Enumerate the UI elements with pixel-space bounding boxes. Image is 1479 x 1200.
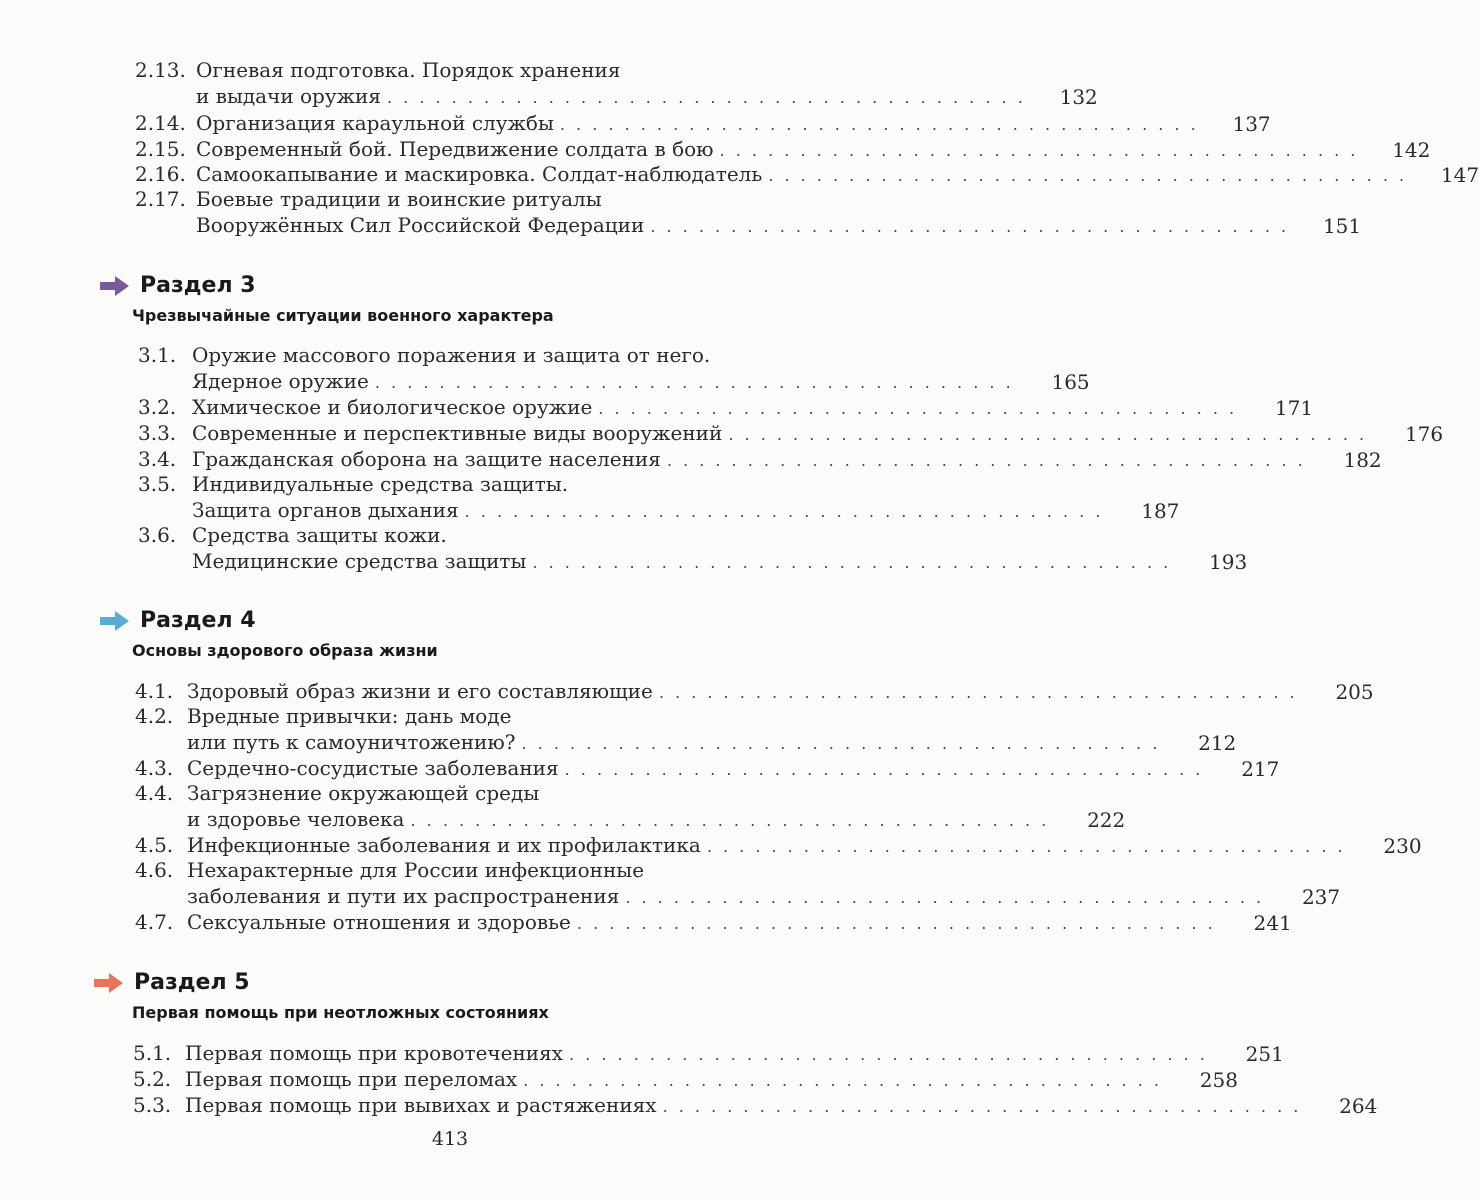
entry-title-line: заболевания и пути их распространения	[187, 883, 620, 908]
entry-page: 237	[1301, 884, 1341, 909]
toc-entry-3-3	[138, 421, 1444, 448]
entry-number: 3.2.	[138, 395, 177, 419]
entry-page: 182	[1343, 448, 1382, 472]
entry-page: 132	[1059, 84, 1098, 109]
entry-page: 171	[1274, 396, 1314, 420]
leader-dots: . . . . . . . . . . . . . . . . . . . . . . . . . . . . . . . . . . . . . . . .	[374, 372, 1014, 392]
toc-entry-3-6	[138, 523, 1248, 575]
section-subtitle: Основы здорового образа жизни	[132, 641, 438, 660]
page-number: 413	[431, 1128, 469, 1150]
entry-title-line: Медицинские средства защиты	[192, 548, 527, 573]
toc-entry-2-14	[135, 111, 1271, 138]
entry-number: 5.3.	[133, 1093, 172, 1117]
entry-title-line: Вооружённых Сил Российской Федерации	[196, 212, 645, 237]
entry-number: 3.3.	[138, 421, 177, 445]
leader-dots: . . . . . . . . . . . . . . . . . . . . . . . . . . . . . . . . . . . . . . . .	[576, 914, 1216, 933]
entry-title-line: Защита органов дыхания	[192, 497, 459, 522]
entry-title-line: и выдачи оружия	[196, 83, 381, 108]
entry-title-line: Первая помощь при вывихах и растяжениях	[185, 1093, 657, 1117]
leader-dots: . . . . . . . . . . . . . . . . . . . . . . . . . . . . . . . . . . . . . . . .	[658, 683, 1298, 702]
entry-title-line: Огневая подготовка. Порядок хранения	[196, 58, 621, 82]
toc-entry-3-5	[138, 472, 1180, 524]
toc-entry-4-4	[135, 781, 1126, 833]
leader-dots: . . . . . . . . . . . . . . . . . . . . . . . . . . . . . . . . . . . . . . . .	[706, 837, 1346, 856]
entry-page: 137	[1232, 112, 1271, 136]
entry-number: 4.7.	[135, 910, 174, 934]
entry-page: 193	[1209, 549, 1248, 574]
entry-number: 4.2.	[135, 704, 174, 728]
toc-entry-4-1	[135, 679, 1374, 706]
entry-title-line: Вредные привычки: дань моде	[187, 704, 512, 728]
leader-dots: . . . . . . . . . . . . . . . . . . . . . . . . . . . . . . . . . . . . . . . .	[559, 115, 1199, 134]
entry-title-line: Первая помощь при кровотечениях	[185, 1041, 564, 1065]
entry-title-line: Сердечно-сосудистые заболевания	[187, 756, 559, 780]
section-title: Раздел 3	[140, 273, 256, 298]
entry-page: 205	[1335, 680, 1374, 704]
entry-number: 4.6.	[135, 858, 174, 882]
entry-title-line: Боевые традиции и воинские ритуалы	[196, 187, 602, 211]
leader-dots: . . . . . . . . . . . . . . . . . . . . . . . . . . . . . . . . . . . . . . . .	[386, 87, 1026, 107]
entry-page: 212	[1198, 730, 1237, 755]
leader-dots: . . . . . . . . . . . . . . . . . . . . . . . . . . . . . . . . . . . . . . . .	[768, 166, 1408, 185]
leader-dots: . . . . . . . . . . . . . . . . . . . . . . . . . . . . . . . . . . . . . . . .	[666, 451, 1306, 470]
entry-title-line: Современные и перспективные виды вооружений	[192, 421, 723, 445]
entry-number: 3.4.	[138, 447, 177, 471]
toc-entry-5-1	[133, 1041, 1284, 1068]
entry-page: 217	[1241, 757, 1280, 781]
entry-title-line: Организация караульной службы	[196, 111, 554, 135]
leader-dots: . . . . . . . . . . . . . . . . . . . . . . . . . . . . . . . . . . . . . . . .	[521, 733, 1161, 753]
entry-page: 147	[1440, 163, 1479, 187]
leader-dots: . . . . . . . . . . . . . . . . . . . . . . . . . . . . . . . . . . . . . . . .	[410, 810, 1050, 830]
entry-title-line: Самоокапывание и маскировка. Солдат-наблюдатель	[196, 162, 763, 186]
entry-title-line: Загрязнение окружающей среды	[187, 781, 540, 805]
toc-entry-5-2	[133, 1067, 1238, 1094]
toc-entry-2-13	[135, 58, 1098, 110]
entry-number: 4.1.	[135, 679, 174, 703]
entry-page: 142	[1392, 138, 1431, 162]
entry-page: 176	[1404, 422, 1444, 446]
entry-title-line: Здоровый образ жизни и его составляющие	[187, 679, 653, 703]
entry-page: 151	[1322, 213, 1362, 238]
section-header-4	[100, 608, 438, 660]
section-header-5	[94, 970, 549, 1022]
toc-entry-4-2	[135, 704, 1237, 756]
toc-entry-4-3	[135, 756, 1280, 783]
entry-title-line: Современный бой. Передвижение солдата в бою	[196, 137, 714, 161]
entry-number: 2.17.	[135, 187, 186, 211]
entry-page: 165	[1051, 369, 1090, 394]
entry-number: 5.1.	[133, 1041, 172, 1065]
toc-entry-3-4	[138, 447, 1382, 474]
leader-dots: . . . . . . . . . . . . . . . . . . . . . . . . . . . . . . . . . . . . . . . .	[719, 141, 1359, 160]
entry-number: 2.15.	[135, 137, 186, 161]
leader-dots: . . . . . . . . . . . . . . . . . . . . . . . . . . . . . . . . . . . . . . . .	[532, 552, 1172, 572]
arrow-icon	[100, 610, 130, 632]
toc-entry-5-3	[133, 1093, 1378, 1120]
entry-title-line: Химическое и биологическое оружие	[192, 395, 593, 419]
entry-page: 187	[1141, 498, 1180, 523]
entry-page: 222	[1087, 807, 1126, 832]
entry-title-line: Средства защиты кожи.	[192, 523, 447, 547]
entry-number: 3.1.	[138, 343, 177, 367]
toc-entry-3-2	[138, 395, 1314, 422]
entry-page: 241	[1253, 911, 1292, 935]
entry-title-line: Оружие массового поражения и защита от него.	[192, 343, 711, 367]
section-title: Раздел 5	[134, 970, 250, 995]
entry-title-line: или путь к самоуничтожению?	[187, 729, 516, 754]
entry-title-line: Нехарактерные для России инфекционные	[187, 858, 645, 882]
toc-entry-4-5	[135, 833, 1422, 860]
entry-page: 264	[1339, 1094, 1378, 1118]
arrow-icon	[100, 275, 130, 297]
toc-entry-2-16	[135, 162, 1479, 189]
entry-number: 5.2.	[133, 1067, 172, 1091]
entry-number: 2.13.	[135, 58, 186, 82]
toc-entry-4-6	[135, 858, 1341, 910]
entry-page: 230	[1383, 834, 1422, 858]
toc-entry-4-7	[135, 910, 1292, 937]
toc-entry-3-1	[138, 343, 1090, 395]
entry-number: 3.5.	[138, 472, 177, 496]
entry-title-line: Гражданская оборона на защите населения	[192, 447, 661, 471]
leader-dots: . . . . . . . . . . . . . . . . . . . . . . . . . . . . . . . . . . . . . . . .	[523, 1071, 1162, 1090]
entry-number: 4.5.	[135, 833, 174, 857]
entry-number: 3.6.	[138, 523, 177, 547]
entry-page: 251	[1245, 1042, 1284, 1066]
leader-dots: . . . . . . . . . . . . . . . . . . . . . . . . . . . . . . . . . . . . . . . .	[625, 887, 1265, 907]
leader-dots: . . . . . . . . . . . . . . . . . . . . . . . . . . . . . . . . . . . . . . . .	[662, 1097, 1302, 1116]
toc-entry-2-15	[135, 137, 1431, 164]
leader-dots: . . . . . . . . . . . . . . . . . . . . . . . . . . . . . . . . . . . . . . . .	[569, 1045, 1208, 1064]
leader-dots: . . . . . . . . . . . . . . . . . . . . . . . . . . . . . . . . . . . . . . . .	[564, 760, 1204, 779]
section-title: Раздел 4	[140, 608, 256, 633]
entry-title-line: Инфекционные заболевания и их профилактика	[187, 833, 701, 857]
entry-title-line: Ядерное оружие	[192, 368, 369, 393]
entry-title-line: Индивидуальные средства защиты.	[192, 472, 569, 496]
section-subtitle: Чрезвычайные ситуации военного характера	[132, 306, 554, 325]
section-header-3	[100, 273, 554, 325]
section-subtitle: Первая помощь при неотложных состояниях	[132, 1003, 549, 1022]
toc-entry-2-17	[135, 187, 1362, 239]
leader-dots: . . . . . . . . . . . . . . . . . . . . . . . . . . . . . . . . . . . . . . . .	[598, 399, 1238, 418]
leader-dots: . . . . . . . . . . . . . . . . . . . . . . . . . . . . . . . . . . . . . . . .	[728, 425, 1368, 444]
leader-dots: . . . . . . . . . . . . . . . . . . . . . . . . . . . . . . . . . . . . . . . .	[464, 501, 1104, 521]
arrow-icon	[94, 972, 124, 994]
entry-title-line: Сексуальные отношения и здоровье	[187, 910, 571, 934]
entry-number: 2.16.	[135, 162, 186, 186]
entry-title-line: Первая помощь при переломах	[185, 1067, 518, 1091]
entry-number: 4.3.	[135, 756, 174, 780]
entry-number: 2.14.	[135, 111, 186, 135]
entry-title-line: и здоровье человека	[187, 806, 405, 831]
entry-page: 258	[1199, 1068, 1238, 1092]
leader-dots: . . . . . . . . . . . . . . . . . . . . . . . . . . . . . . . . . . . . . . . .	[650, 216, 1290, 236]
entry-number: 4.4.	[135, 781, 174, 805]
